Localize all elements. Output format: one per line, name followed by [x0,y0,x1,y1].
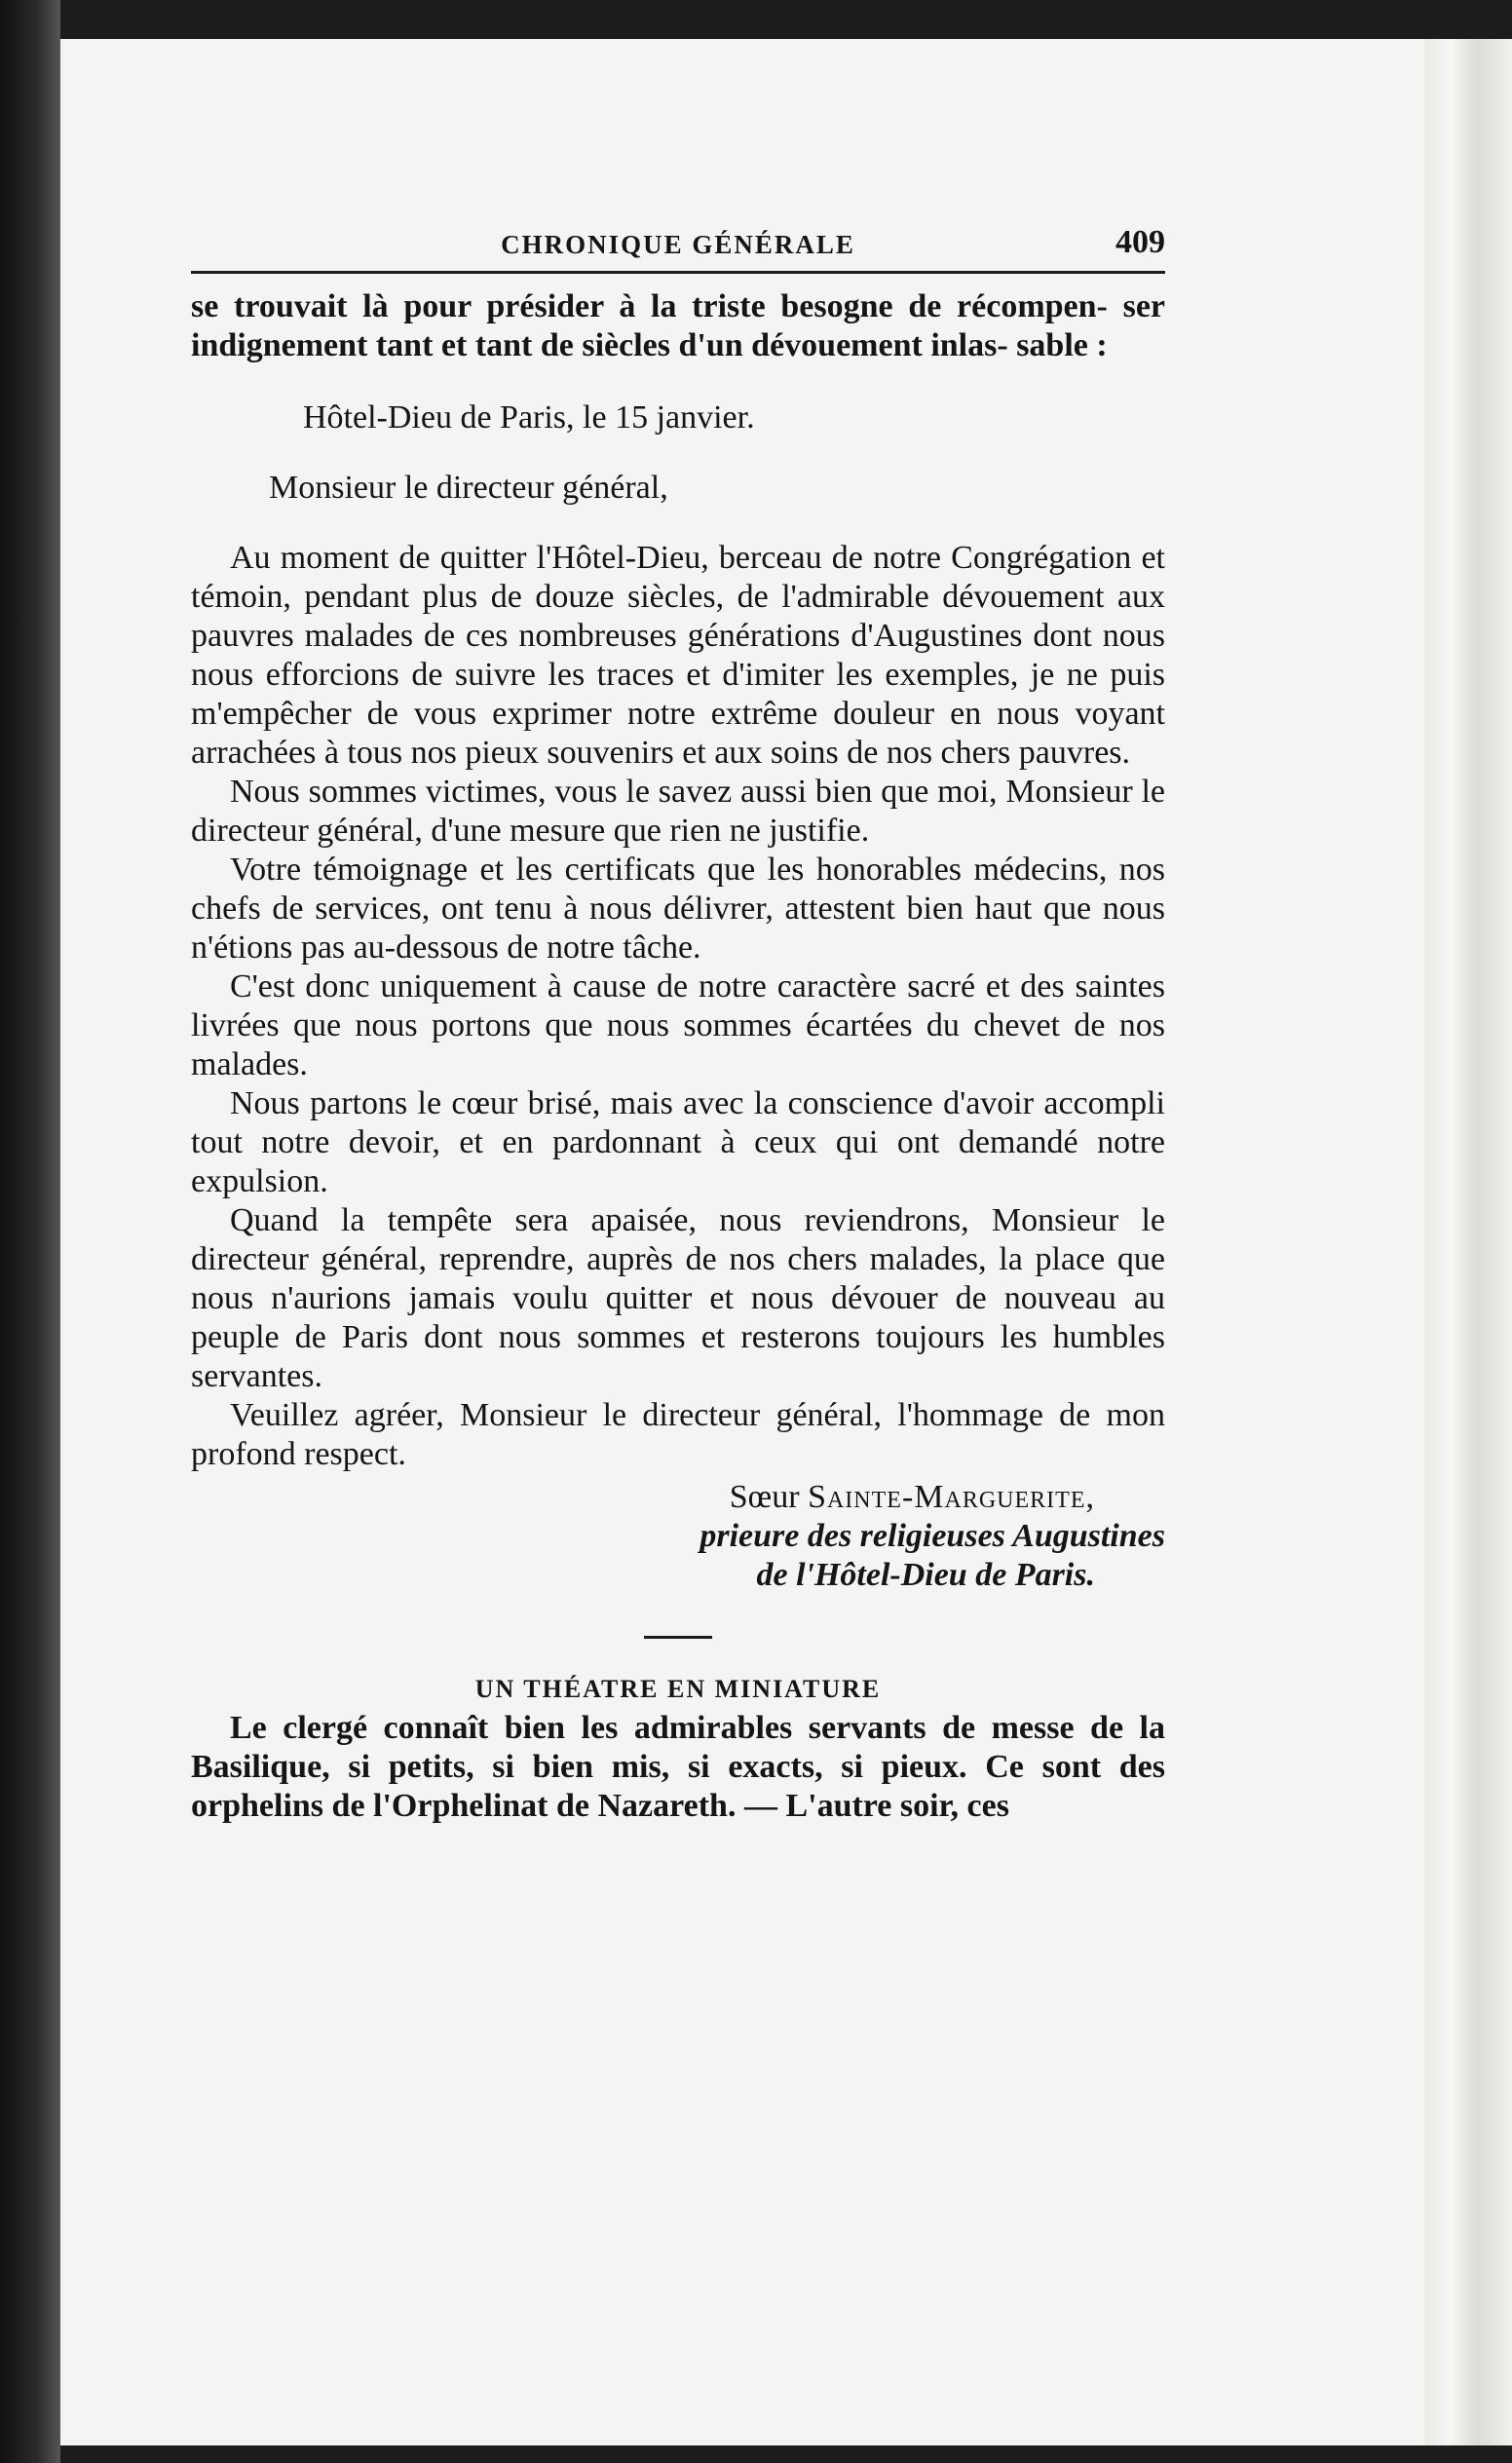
intro-line: sable : [1016,327,1108,363]
page-content [191,224,1165,1826]
letter-paragraph: Votre témoignage et les certificats que les honorables médecins, nos chefs de services, ont tenu à nous délivrer, attestent bien haut que nous n'étions pas au-dessous de notre tâche. [191,852,1165,966]
signature-role: prieure des religieuses Augustines [699,1518,1165,1554]
intro-paragraph [191,287,1165,365]
intro-line: ser indignement tant et tant de siècles d'un dévouement inlas- [191,288,1166,363]
letter-paragraph: Au moment de quitter l'Hôtel-Dieu, berceau de notre Congrégation et témoin, pendant plus de douze siècles, de l'admirable dévouement aux pauvres malades de ces nombreuses générations d'Augustines dont nous nous efforcions de suivre les traces et d'imiter les exemples, je ne puis m'empêcher de vous exprimer notre extrême douleur en nous voyant arrachées à tous nos pieux souvenirs et aux soins de nos chers pauvres. [191,540,1165,771]
signature-name [191,1478,1165,1517]
section-divider [644,1636,712,1639]
page-edge [1424,39,1512,2445]
letter-paragraph: Nous sommes victimes, vous le savez aussi bien que moi, Monsieur le directeur général, d'une mesure que rien ne justifie. [191,774,1165,849]
body-text [191,287,1165,1826]
section-heading: UN THÉATRE EN MINIATURE [474,1675,882,1703]
signature-place: de l'Hôtel-Dieu de Paris. [756,1557,1095,1593]
letter-paragraph: Quand la tempête sera apaisée, nous reviendrons, Monsieur le directeur général, reprendre, auprès de nos chers malades, la place que nous n'aurions jamais voulu quitter et nous dévouer de nouveau au peuple de Paris dont nous sommes et resterons toujours les humbles servantes. [191,1202,1165,1394]
signature-nun-name: Sainte-Marguerite, [808,1479,1095,1515]
intro-line: se trouvait là pour présider à la triste besogne de récompen- [191,288,1108,324]
signature-prefix: Sœur [729,1479,800,1515]
letter-paragraph: Nous partons le cœur brisé, mais avec la conscience d'avoir accompli tout notre devoir, et en pardonnant à ceux qui ont demandé notre expulsion. [191,1085,1165,1199]
running-title: CHRONIQUE GÉNÉRALE [501,230,855,259]
running-header [191,224,1165,274]
letter-paragraph: Veuillez agréer, Monsieur le directeur général, l'hommage de mon profond respect. [191,1397,1165,1472]
page-number: 409 [1115,224,1165,260]
letter-paragraph: C'est donc uniquement à cause de notre caractère sacré et des saintes livrées que nous portons que nous sommes écartées du chevet de nos malades. [191,968,1165,1082]
letter-dateline: Hôtel-Dieu de Paris, le 15 janvier. [303,399,755,436]
letter-salutation: Monsieur le directeur général, [269,470,668,506]
section-paragraph: Le clergé connaît bien les admirables servants de messe de la Basilique, si petits, si bien mis, si exacts, si pieux. Ce sont des orphelins de l'Orphelinat de Nazareth. — L'autre soir, ces [191,1710,1165,1824]
book-gutter [0,0,60,2463]
